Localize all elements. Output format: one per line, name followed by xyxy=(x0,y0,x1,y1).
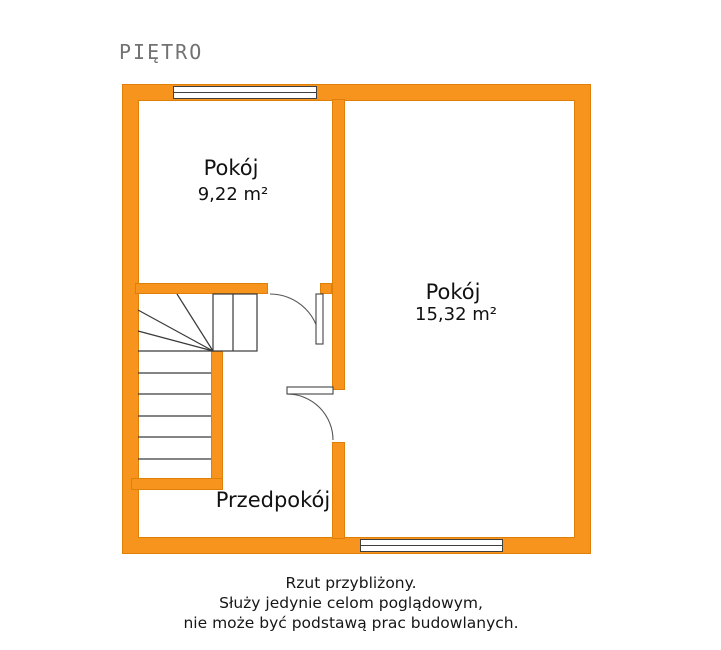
floor-title: PIĘTRO xyxy=(119,40,204,64)
disclaimer-text xyxy=(183,573,518,633)
stair-upper-flight-icon xyxy=(213,294,257,351)
door-right-room-icon xyxy=(287,387,333,440)
disclaimer-line1: Rzut przybliżony. xyxy=(285,574,417,592)
room2-area: 15,32 m² xyxy=(414,304,498,325)
stair-winder-icon xyxy=(138,294,213,351)
room2-label: Pokój xyxy=(425,280,481,304)
stair-treads-icon xyxy=(138,373,211,459)
room1-area: 9,22 m² xyxy=(197,184,269,205)
disclaimer-line3: nie może być podstawą prac budowlanych. xyxy=(183,614,519,632)
door-upper-icon xyxy=(270,294,323,344)
room1-label: Pokój xyxy=(203,156,259,180)
hall-label: Przedpokój xyxy=(215,488,331,512)
disclaimer-line2: Służy jedynie celom poglądowym, xyxy=(219,594,483,612)
